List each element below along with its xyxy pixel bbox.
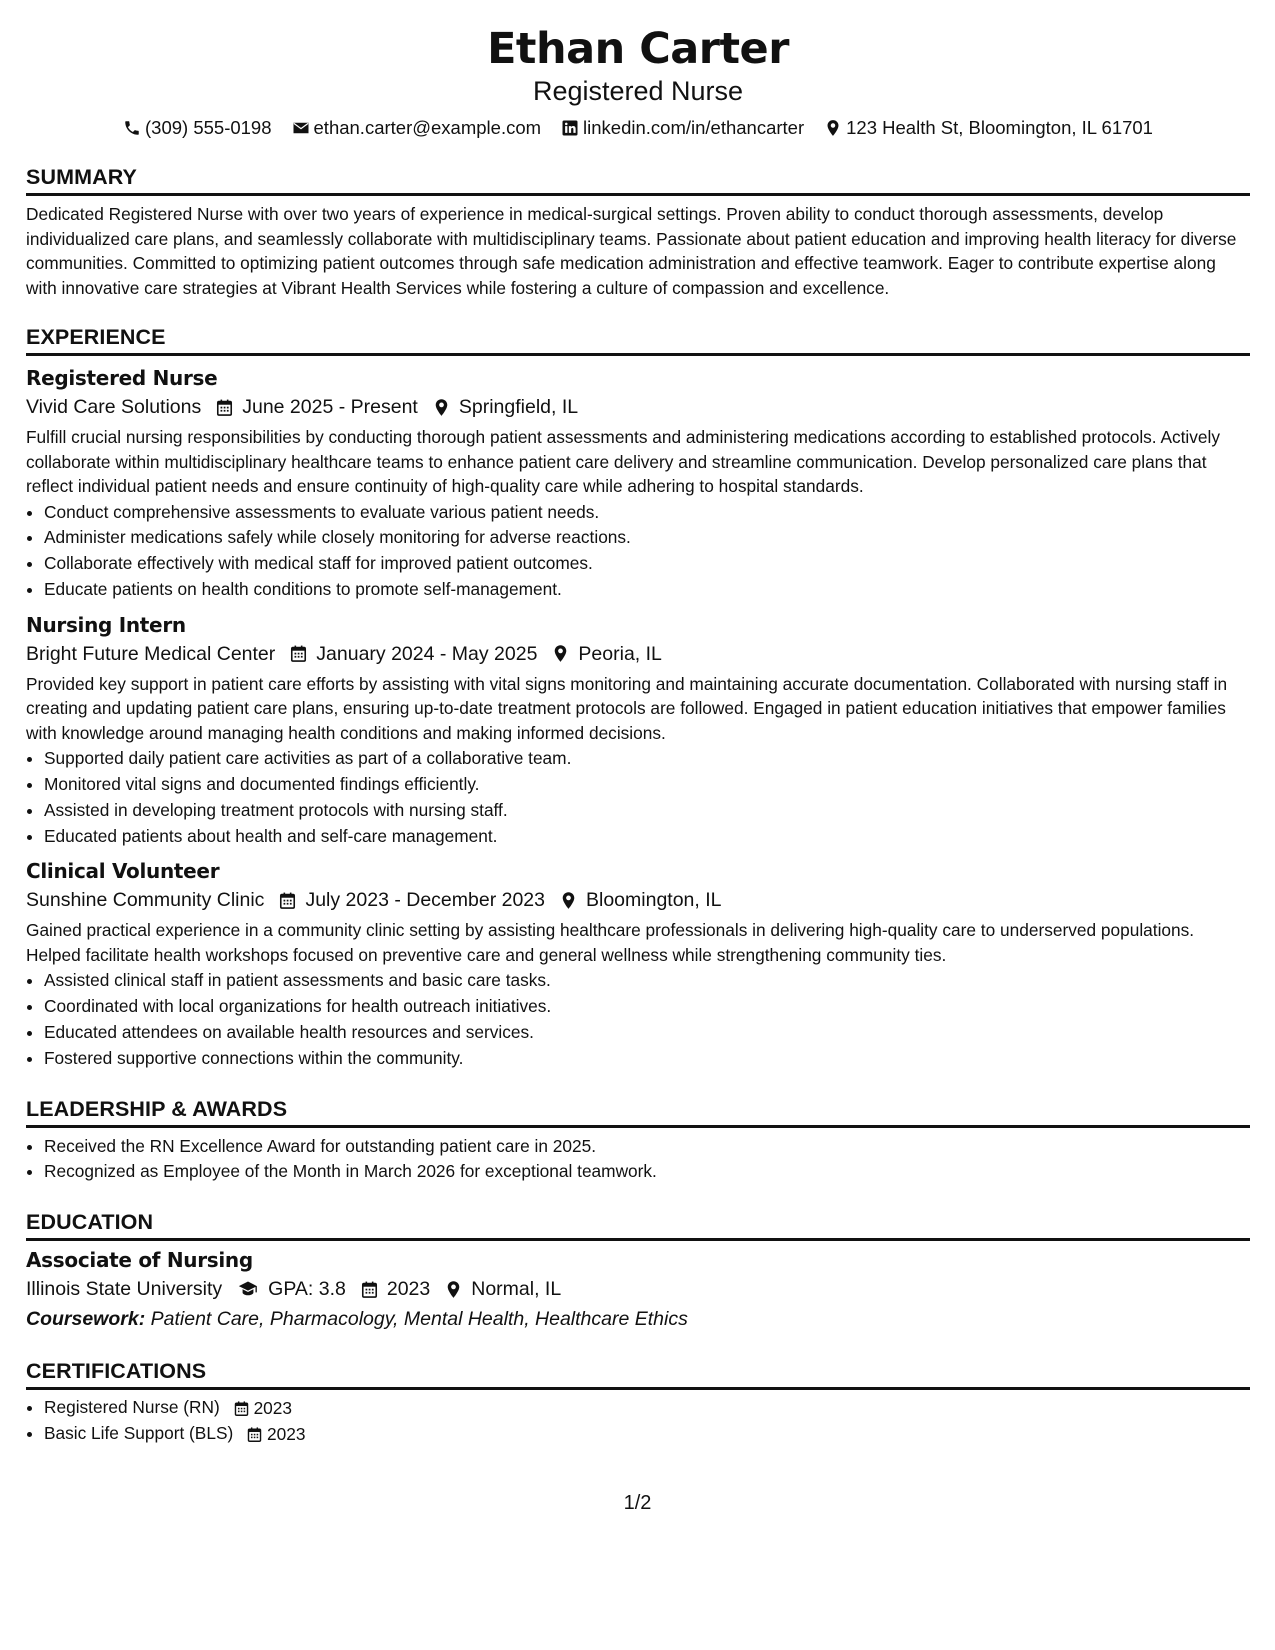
email-text: ethan.carter@example.com (313, 117, 542, 138)
candidate-role: Registered Nurse (532, 76, 744, 106)
leadership-section (26, 1096, 1250, 1186)
list-item: • Coordinated with local organizations for health outreach initiatives. (44, 994, 1250, 1020)
calendar-icon (289, 644, 308, 663)
page-number: 1/2 (623, 1492, 652, 1514)
school-name: Illinois State University (26, 1278, 223, 1301)
envelope-icon (292, 119, 310, 137)
job-location (432, 392, 578, 422)
contact-address (824, 116, 1153, 140)
phone-icon (123, 119, 141, 137)
job-dates-text: July 2023 - December 2023 (305, 889, 545, 912)
summary-text: Dedicated Registered Nurse with over two years of experience in medical-surgical settings. Proven ability to conduct thorough assessments, develop individualized care plans, and seamlessly collaborate with multidisciplinary teams. Passionate about patient education and improving health literacy for diverse communities. Committed to optimizing patient outcomes through safe medication administration and effective teamwork. Eager to contribute expertise along with innovative care strategies at Vibrant Health Services while fostering a culture of compassion and excellence. (26, 204, 1237, 298)
section-title-summary: SUMMARY (26, 164, 1250, 196)
education-section (26, 1209, 1250, 1334)
certifications-section (26, 1358, 1250, 1448)
job-location-text: Peoria, IL (578, 642, 662, 665)
section-title-certifications: CERTIFICATIONS (26, 1358, 1250, 1390)
map-pin-icon (432, 398, 451, 417)
resume-header (26, 0, 1250, 140)
linkedin-text: linkedin.com/in/ethancarter (583, 117, 805, 138)
list-item: • Fostered supportive connections within the community. (44, 1046, 1250, 1072)
job-title: Clinical Volunteer (26, 859, 220, 884)
education-meta (26, 1274, 1250, 1304)
contact-linkedin[interactable] (561, 116, 804, 140)
calendar-icon (215, 398, 234, 417)
candidate-name: Ethan Carter (487, 24, 789, 74)
degree-title: Associate of Nursing (26, 1248, 253, 1273)
job-bullets (26, 500, 1250, 603)
job-dates (215, 392, 418, 422)
list-item: • Educated patients about health and self-care management. (44, 824, 1250, 850)
job-entry (26, 365, 1250, 603)
experience-section (26, 324, 1250, 1072)
job-company: Sunshine Community Clinic (26, 889, 265, 912)
award-list (26, 1134, 1250, 1186)
calendar-icon (278, 891, 297, 910)
cert-year (233, 1396, 292, 1422)
phone-text: (309) 555-0198 (145, 117, 272, 138)
list-item (44, 1395, 1250, 1421)
coursework-label: Coursework: (26, 1308, 146, 1331)
job-title: Nursing Intern (26, 612, 186, 637)
cert-name: Registered Nurse (RN) (44, 1397, 220, 1418)
map-pin-icon (559, 891, 578, 910)
year-text: 2023 (386, 1278, 431, 1301)
list-item: • Recognized as Employee of the Month in March 2026 for exceptional teamwork. (44, 1159, 1250, 1185)
resume-page (26, 0, 1250, 1448)
job-description: Gained practical experience in a community clinic setting by assisting healthcare professionals in delivering high-quality care to underserved populations. Helped facilitate health workshops focused on preventive care and general wellness while strengthening community ties. (26, 920, 1195, 965)
job-dates (289, 639, 537, 669)
calendar-icon (360, 1280, 379, 1299)
job-entry (26, 612, 1250, 850)
job-dates-text: June 2025 - Present (242, 396, 418, 418)
job-description: Provided key support in patient care efforts by assisting with vital signs monitoring and maintaining accurate documentation. Collaborated with nursing staff in creating and updating patient care plans, ensuring up-to-date treatment protocols are followed. Engaged in patient education initiatives that empower families with knowledge around managing health conditions and making informed decisions. (26, 673, 1228, 743)
cert-year-text: 2023 (267, 1424, 306, 1445)
section-title-education: EDUCATION (26, 1209, 1250, 1241)
section-title-leadership: LEADERSHIP & AWARDS (26, 1096, 1250, 1128)
gpa-text: GPA: 3.8 (268, 1278, 346, 1301)
contact-row (26, 116, 1250, 140)
list-item: • Educated attendees on available health resources and services. (44, 1020, 1250, 1046)
contact-phone[interactable] (123, 116, 272, 140)
job-location-text: Bloomington, IL (586, 889, 722, 912)
education-location (444, 1274, 561, 1304)
section-title-experience: EXPERIENCE (26, 324, 1250, 356)
cert-name: Basic Life Support (BLS) (44, 1423, 234, 1444)
list-item: • Conduct comprehensive assessments to evaluate various patient needs. (44, 500, 1250, 526)
map-pin-icon (444, 1280, 463, 1299)
map-pin-icon (551, 644, 570, 663)
job-location (551, 639, 661, 669)
list-item: • Supported daily patient care activities as part of a collaborative team. (44, 746, 1250, 772)
job-dates-text: January 2024 - May 2025 (316, 642, 538, 665)
job-title: Registered Nurse (26, 366, 218, 390)
cert-year-text: 2023 (253, 1397, 293, 1418)
list-item (44, 1421, 1250, 1447)
list-item: • Monitored vital signs and documented findings efficiently. (44, 772, 1250, 798)
calendar-icon (246, 1426, 263, 1443)
list-item: • Educate patients on health conditions to promote self-management. (44, 577, 1250, 603)
list-item: • Assisted clinical staff in patient assessments and basic care tasks. (44, 968, 1250, 994)
summary-section (26, 164, 1250, 300)
calendar-icon (233, 1400, 250, 1417)
job-entry (26, 858, 1250, 1071)
job-dates (278, 885, 545, 915)
job-description: Fulfill crucial nursing responsibilities by conducting thorough patient assessments and administering medications according to established protocols. Actively collaborate within multidisciplinary healthcare teams to enhance patient care delivery and streamline communication. Develop personalized care plans that reflect individual patient needs and ensure continuity of high-quality care while adhering to hospital standards. (26, 427, 1220, 496)
job-meta (26, 885, 1250, 915)
cert-list (26, 1395, 1250, 1448)
job-location (559, 885, 722, 915)
list-item: • Administer medications safely while closely monitoring for adverse reactions. (44, 525, 1250, 551)
job-bullets (26, 968, 1250, 1071)
cert-year (246, 1422, 305, 1448)
education-location-text: Normal, IL (471, 1278, 562, 1301)
job-company: Bright Future Medical Center (26, 642, 276, 665)
coursework-text: Patient Care, Pharmacology, Mental Health, Healthcare Ethics (150, 1308, 688, 1331)
map-pin-icon (824, 119, 842, 137)
job-meta (26, 392, 1250, 422)
job-company: Vivid Care Solutions (26, 396, 202, 418)
job-meta (26, 639, 1250, 669)
contact-email[interactable] (292, 116, 542, 140)
linkedin-icon (561, 119, 579, 137)
list-item: • Assisted in developing treatment protocols with nursing staff. (44, 798, 1250, 824)
graduation-cap-icon (236, 1279, 260, 1299)
job-location-text: Springfield, IL (458, 396, 579, 418)
education-year (360, 1274, 430, 1304)
list-item: • Collaborate effectively with medical staff for improved patient outcomes. (44, 551, 1250, 577)
list-item: • Received the RN Excellence Award for outstanding patient care in 2025. (44, 1134, 1250, 1160)
coursework (26, 1304, 1250, 1334)
address-text: 123 Health St, Bloomington, IL 61701 (846, 117, 1153, 138)
job-bullets (26, 746, 1250, 849)
education-entry (26, 1247, 1250, 1334)
education-gpa (236, 1274, 346, 1304)
